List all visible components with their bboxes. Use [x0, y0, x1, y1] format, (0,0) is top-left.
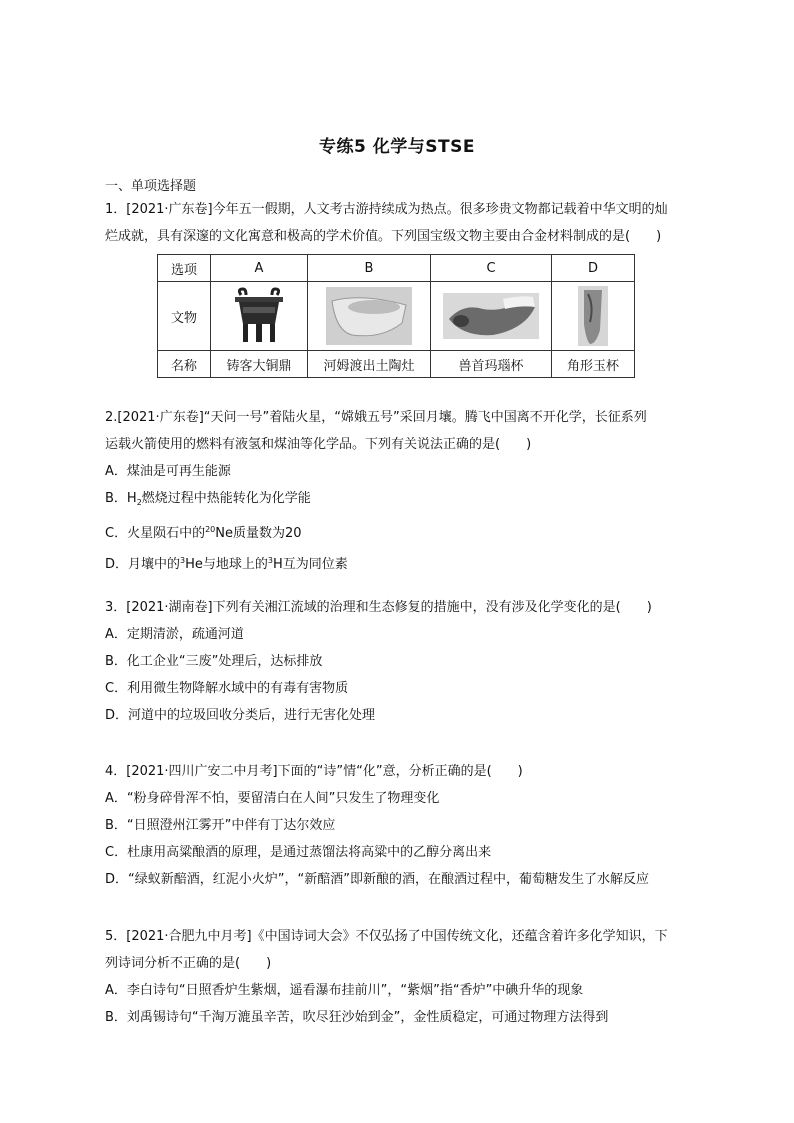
question-2	[105, 404, 725, 578]
option-d: D．“绿蚁新醅酒，红泥小火炉”，“新醅酒”即新酿的酒，在酿酒过程中，葡萄糖发生了水解反应	[105, 872, 649, 887]
option-b: B．刘禹锡诗句“千淘万漉虽辛苦，吹尽狂沙始到金”，金性质稳定，可通过物理方法得到	[105, 1010, 609, 1025]
question-2-line-2: 运载火箭使用的燃料有液氢和煤油等化学品。下列有关说法正确的是( )	[105, 437, 532, 452]
page-title: 专练5 化学与STSE	[319, 137, 475, 157]
question-4-line-1: 4．[2021·四川广安二中月考]下面的“诗”情“化”意，分析正确的是( )	[105, 764, 523, 779]
question-4	[105, 758, 725, 893]
section-heading: 一、单项选择题	[105, 179, 197, 194]
pottery-stove-image	[326, 287, 412, 345]
question-3-line-1: 3．[2021·湖南卷]下列有关湘江流域的治理和生态修复的措施中，没有涉及化学变化的是( )	[105, 600, 652, 615]
agate-cup-image	[443, 293, 539, 339]
table-row-label: 名称	[158, 351, 211, 378]
option-a: A．煤油是可再生能源	[105, 464, 231, 479]
artifact-table	[157, 254, 635, 378]
question-2-line-1: 2.[2021·广东卷]“天问一号”着陆火星，“嫦娥五号”采回月壤。腾飞中国离不开化学，长征系列	[105, 410, 647, 425]
table-header-cell: C	[431, 255, 552, 282]
artifact-image-d	[552, 282, 635, 351]
artifact-name: 角形玉杯	[552, 351, 635, 378]
table-header-cell: B	[308, 255, 431, 282]
table-row-label: 文物	[158, 282, 211, 351]
option-a: A．李白诗句“日照香炉生紫烟，遥看瀑布挂前川”，“紫烟”指“香炉”中碘升华的现象	[105, 983, 584, 998]
table-header-cell: 选项	[158, 255, 211, 282]
option-c: C．杜康用高粱酿酒的原理，是通过蒸馏法将高粱中的乙醇分离出来	[105, 845, 492, 860]
jade-cup-image	[578, 286, 608, 346]
option-b: B．化工企业“三废”处理后，达标排放	[105, 654, 323, 669]
question-3	[105, 594, 725, 729]
artifact-image-a	[211, 282, 308, 351]
option-a: A．定期清淤，疏通河道	[105, 627, 244, 642]
question-1-line-2: 烂成就，具有深邃的文化寓意和极高的学术价值。下列国宝级文物主要由合金材料制成的是( )	[105, 229, 662, 244]
question-5-line-1: 5．[2021·合肥九中月考]《中国诗词大会》不仅弘扬了中国传统文化，还蕴含着许多化学知识，下	[105, 929, 668, 944]
option-d: D．河道中的垃圾回收分类后，进行无害化处理	[105, 708, 376, 723]
bronze-ding-image	[227, 287, 291, 345]
artifact-name: 铸客大铜鼎	[211, 351, 308, 378]
table-image-row	[158, 282, 635, 351]
artifact-name: 河姆渡出土陶灶	[308, 351, 431, 378]
table-header-cell: D	[552, 255, 635, 282]
artifact-name: 兽首玛瑙杯	[431, 351, 552, 378]
table-name-row	[158, 351, 635, 378]
option-a: A．“粉身碎骨浑不怕，要留清白在人间”只发生了物理变化	[105, 791, 440, 806]
question-5-line-2: 列诗词分析不正确的是( )	[105, 956, 272, 971]
artifact-image-c	[431, 282, 552, 351]
option-c: C．利用微生物降解水域中的有毒有害物质	[105, 681, 349, 696]
question-1-line-1: 1．[2021·广东卷]今年五一假期，人文考古游持续成为热点。很多珍贵文物都记载着中华文明的灿	[105, 202, 668, 217]
option-d: D．月壤中的$^3$He与地球上的$^3$H互为同位素	[105, 556, 348, 572]
question-5	[105, 923, 725, 1031]
table-header-row	[158, 255, 635, 282]
table-header-cell: A	[211, 255, 308, 282]
option-b: B．$H_2$燃烧过程中热能转化为化学能	[105, 491, 311, 507]
option-c: C．火星陨石中的$^{20}$Ne质量数为20	[105, 525, 302, 541]
option-b: B．“日照澄州江雾开”中伴有丁达尔效应	[105, 818, 336, 833]
question-1	[105, 196, 725, 250]
artifact-image-b	[308, 282, 431, 351]
